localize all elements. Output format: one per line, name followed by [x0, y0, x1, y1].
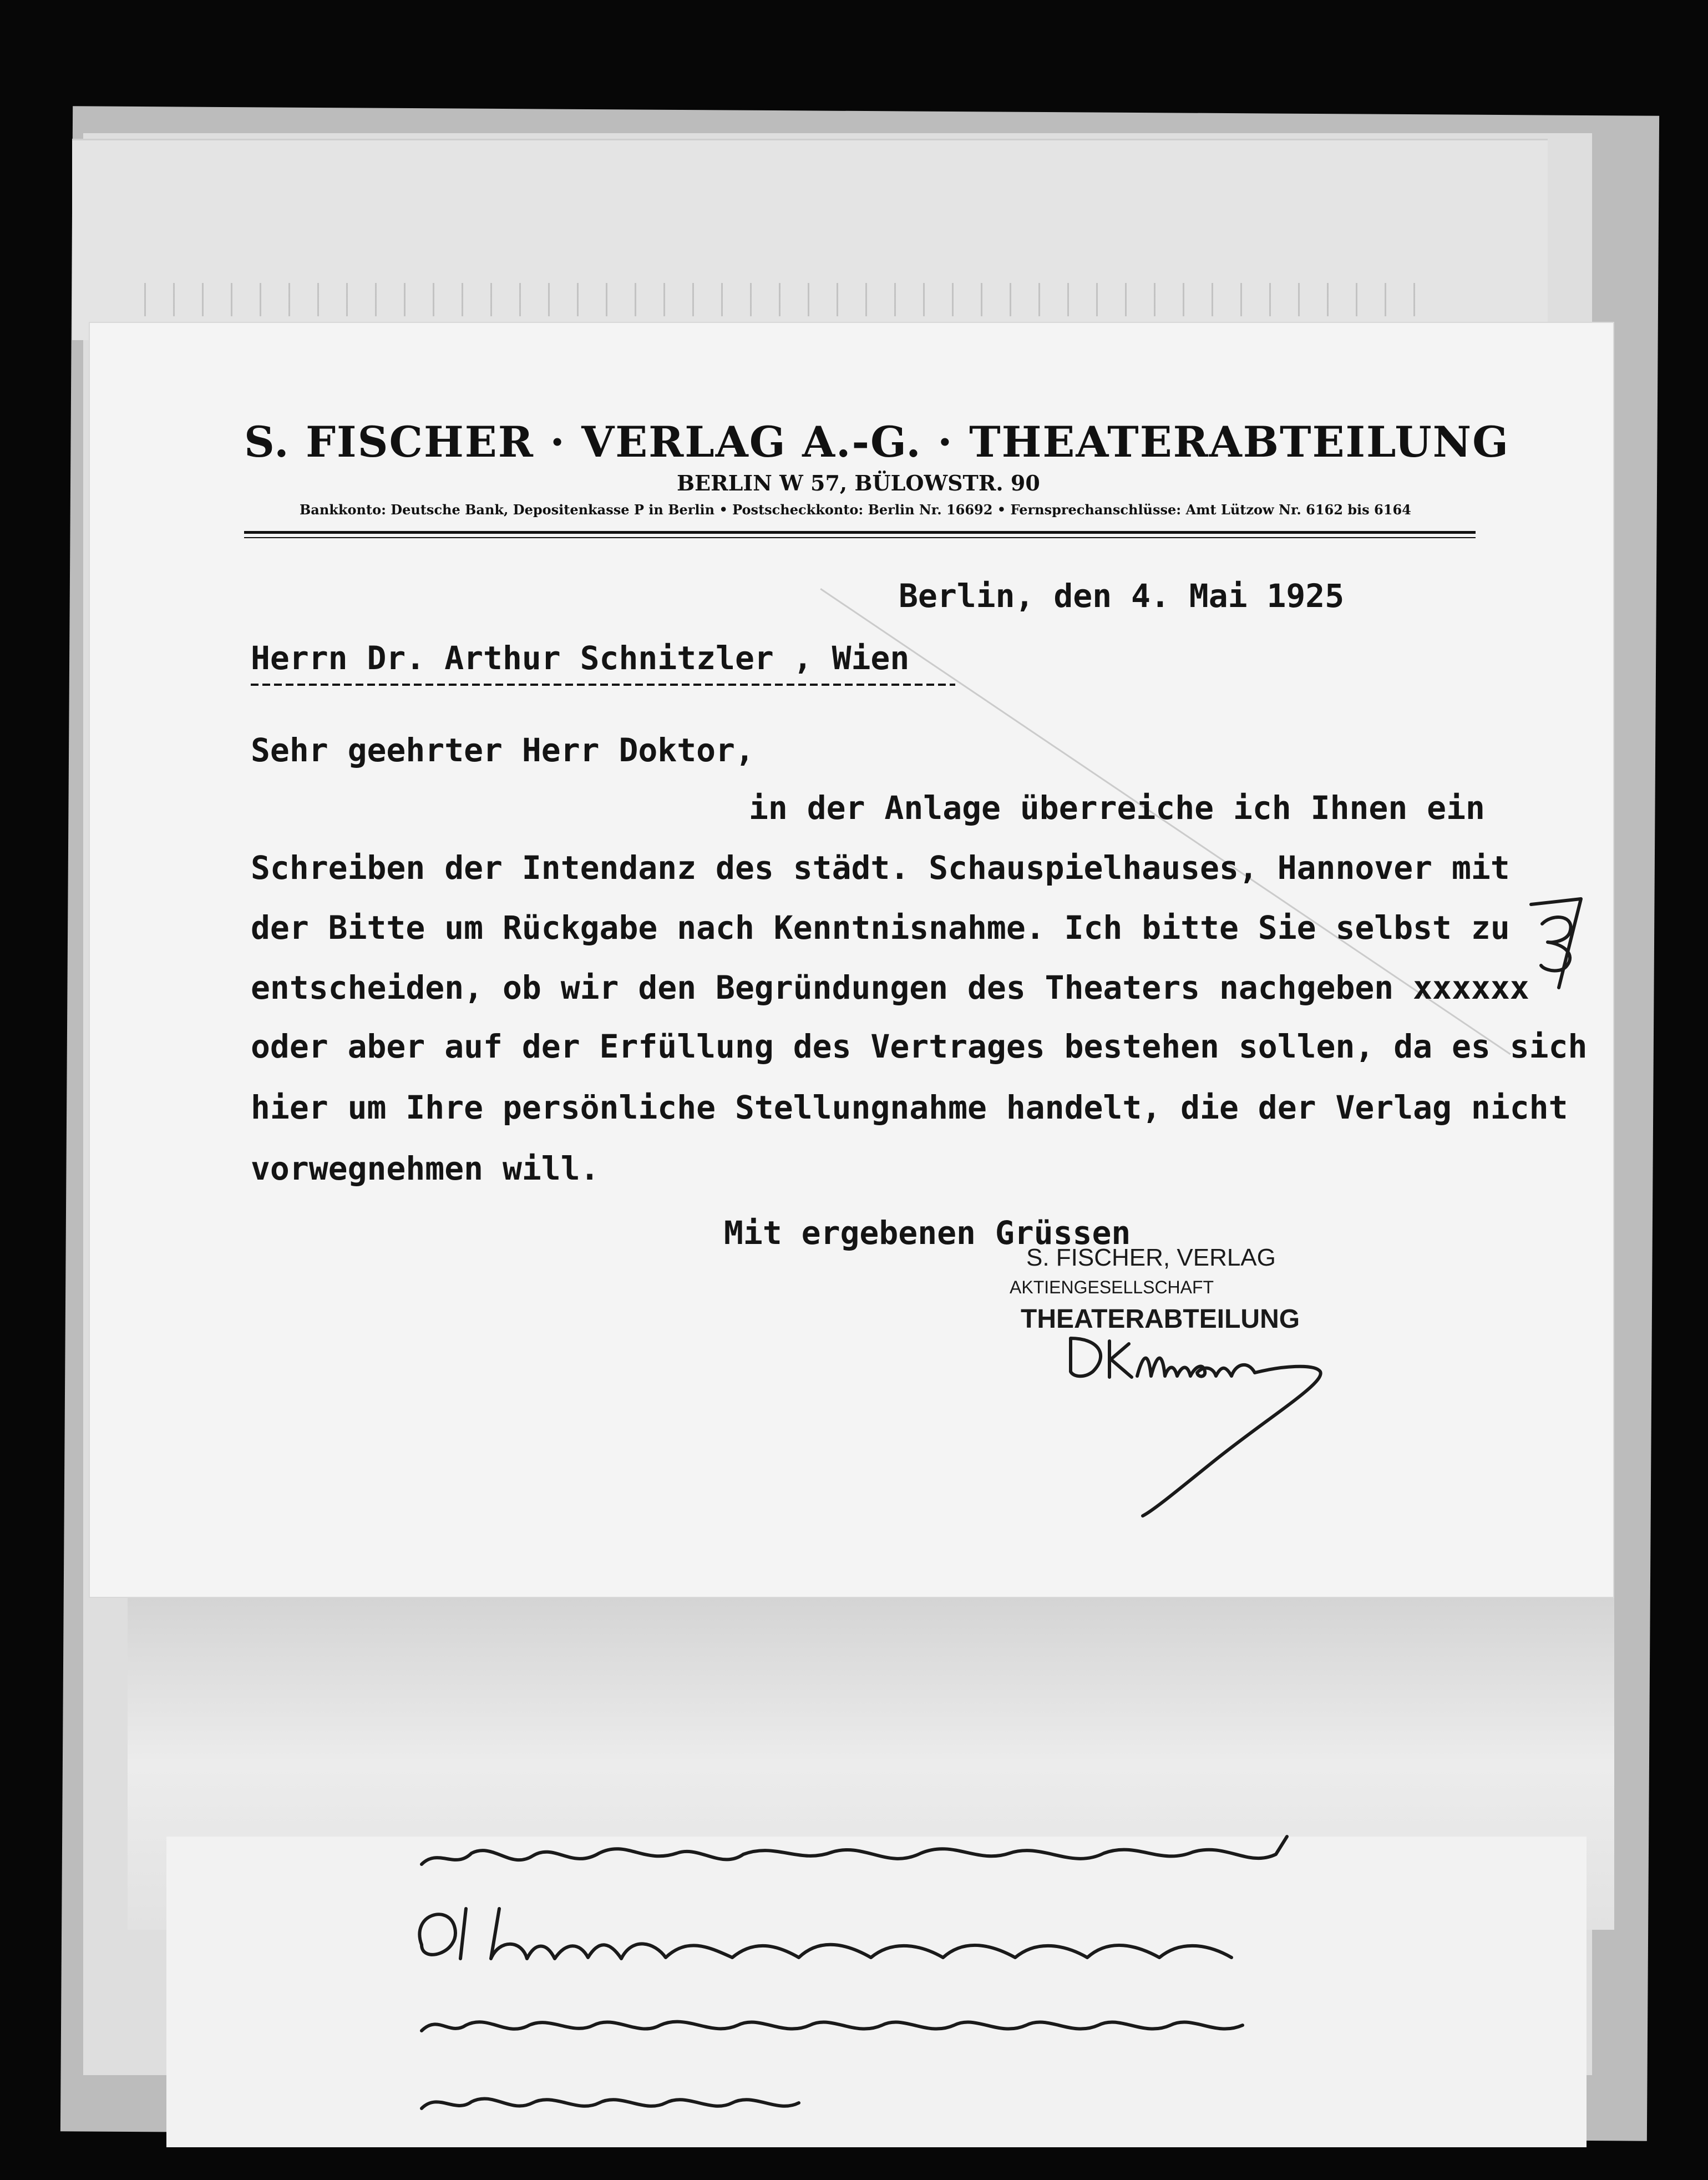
signature-image	[1060, 1333, 1370, 1521]
body-line: in der Anlage überreiche ich Ihnen ein	[749, 789, 1485, 827]
handwritten-note-image	[388, 1831, 1631, 2142]
stamp-line: THEATERABTEILUNG	[1021, 1304, 1300, 1334]
letterhead-address: BERLIN W 57, BÜLOWSTR. 90	[677, 471, 1040, 495]
body-line: oder aber auf der Erfüllung des Vertrages bestehen sollen, da es sich	[251, 1028, 1588, 1065]
letterhead-bank-details: Bankkonto: Deutsche Bank, Depositenkasse P in Berlin • Postscheckkonto: Berlin Nr. 16692 • Fernsprechanschlüsse: Amt Lützow Nr. 6162 bis 6164	[300, 502, 1411, 518]
body-line: der Bitte um Rückgabe nach Kenntnisnahme. Ich bitte Sie selbst zu	[251, 909, 1510, 947]
stamp-line: S. FISCHER, VERLAG	[1026, 1244, 1276, 1271]
stamp-line: AKTIENGESELLSCHAFT	[1010, 1277, 1214, 1297]
bleed-through-marks	[144, 283, 1420, 316]
salutation: Sehr geehrter Herr Doktor,	[251, 731, 754, 769]
letterhead-rule	[244, 531, 1476, 534]
body-line: vorwegnehmen will.	[251, 1150, 600, 1187]
recipient-underline	[251, 684, 955, 686]
letterhead-rule	[244, 537, 1476, 538]
closing: Mit ergebenen Grüssen	[724, 1214, 1131, 1252]
body-line: Schreiben der Intendanz des städt. Schauspielhauses, Hannover mit	[251, 849, 1510, 887]
body-line: entscheiden, ob wir den Begründungen des Theaters nachgeben xxxxxx	[251, 969, 1529, 1006]
date-line: Berlin, den 4. Mai 1925	[899, 577, 1345, 615]
archive-number	[1520, 882, 1598, 993]
recipient-line: Herrn Dr. Arthur Schnitzler , Wien	[251, 639, 910, 677]
letterhead-firm-name: S. FISCHER · VERLAG A.-G. · THEATERABTEILUNG	[244, 417, 1509, 467]
body-line: hier um Ihre persönliche Stellungnahme handelt, die der Verlag nicht	[251, 1089, 1568, 1126]
